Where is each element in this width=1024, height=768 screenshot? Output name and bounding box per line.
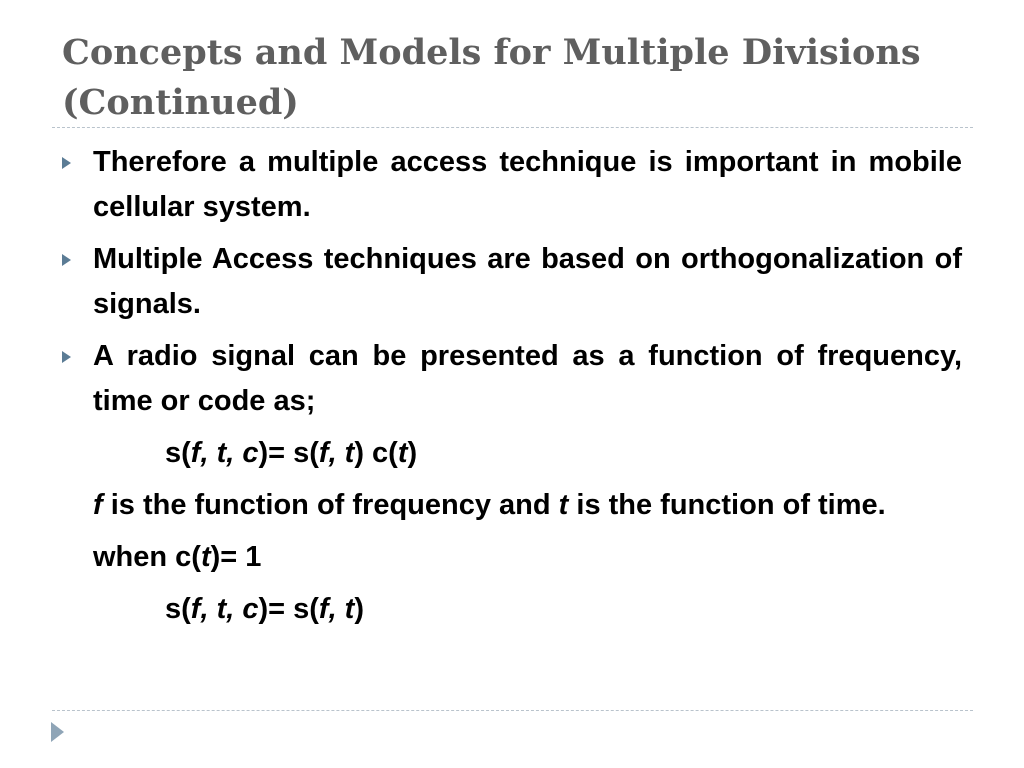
bullet-text: Multiple Access techniques are based on orthogonalization of signals. (93, 243, 962, 320)
formula-variables: f, t (318, 437, 355, 469)
triangle-bullet-icon (62, 254, 71, 266)
bullet-item (93, 334, 962, 424)
time-variable: t (200, 541, 211, 573)
signal-formula (165, 431, 962, 476)
formula-variables: f, t, c (190, 593, 259, 625)
formula-variables: f, t (318, 593, 355, 625)
formula-text: ) (354, 593, 365, 625)
bullet-item (93, 237, 962, 327)
condition-part: )= 1 (210, 541, 262, 573)
formula-text: )= s( (258, 437, 319, 469)
formula-text: ) c( (354, 437, 398, 469)
triangle-bullet-icon (62, 157, 71, 169)
condition-part: when c( (93, 541, 201, 573)
frequency-variable: f (93, 489, 103, 521)
triangle-bullet-icon (62, 351, 71, 363)
slide-title: Concepts and Models for Multiple Divisions (Continued) (62, 32, 921, 123)
formula-text: s( (165, 437, 191, 469)
footer-divider (52, 710, 973, 711)
formula-variables: t (397, 437, 408, 469)
formula-text: ) (407, 437, 418, 469)
time-variable: t (558, 489, 569, 521)
play-arrow-icon[interactable] (51, 722, 64, 742)
bullet-text: Therefore a multiple access technique is important in mobile cellular system. (93, 146, 962, 223)
simplified-formula (165, 587, 962, 632)
slide-body (0, 140, 1024, 639)
condition-text (93, 535, 962, 580)
bullet-text: A radio signal can be presented as a function of frequency, time or code as; (93, 340, 962, 417)
title-divider (52, 127, 973, 128)
formula-text: )= s( (258, 593, 319, 625)
formula-text: s( (165, 593, 191, 625)
explanation-text (93, 483, 962, 528)
bullet-item (93, 140, 962, 230)
explanation-part: is the function of frequency and (102, 489, 559, 521)
formula-variables: f, t, c (190, 437, 259, 469)
explanation-part: is the function of time. (568, 489, 886, 521)
